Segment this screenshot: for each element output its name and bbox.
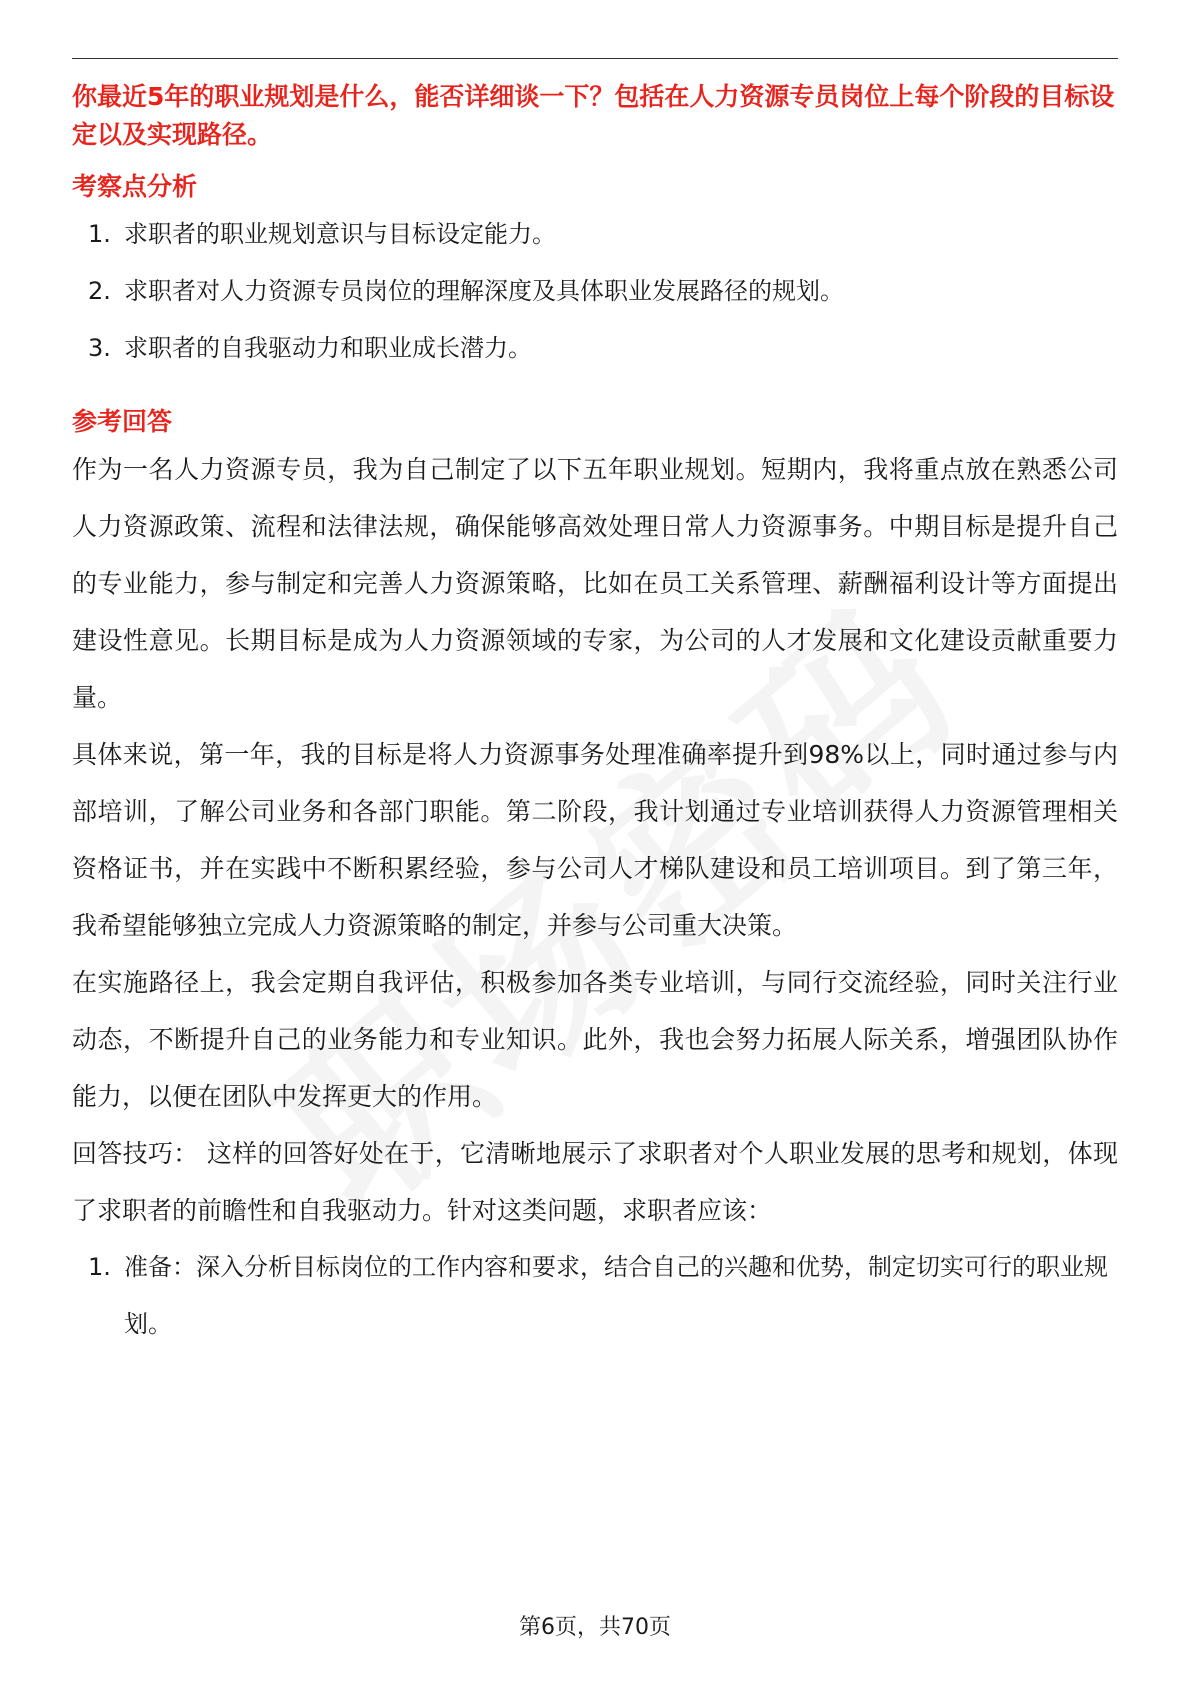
tips-item [72,1239,1118,1353]
list-number: 1. [88,1253,111,1281]
top-rule [72,58,1118,59]
analysis-list [72,206,1118,377]
page-footer: 第6页，共70页 [519,1615,671,1640]
list-number: 3. [88,334,111,362]
list-text: 求职者的职业规划意识与目标设定能力。 [124,220,556,248]
analysis-item [72,263,1118,320]
page-content [72,78,1118,1353]
question-title: 你最近5年的职业规划是什么，能否详细谈一下？包括在人力资源专员岗位上每个阶段的目标设定以及实现路径。 [72,82,1115,149]
list-text: 准备：深入分析目标岗位的工作内容和要求，结合自己的兴趣和优势，制定切实可行的职业规划。 [124,1253,1108,1338]
list-number: 2. [88,277,111,305]
analysis-item [72,320,1118,377]
answer-paragraph: 作为一名人力资源专员，我为自己制定了以下五年职业规划。短期内，我将重点放在熟悉公司人力资源政策、流程和法律法规，确保能够高效处理日常人力资源事务。中期目标是提升自己的专业能力，参与制定和完善人力资源策略，比如在员工关系管理、薪酬福利设计等方面提出建设性意见。长期目标是成为人力资源领域的专家，为公司的人才发展和文化建设贡献重要力量。 [72,455,1118,712]
answer-heading: 参考回答 [72,407,173,436]
analysis-item [72,206,1118,263]
answer-paragraph: 在实施路径上，我会定期自我评估，积极参加各类专业培训，与同行交流经验，同时关注行业动态，不断提升自己的业务能力和专业知识。此外，我也会努力拓展人际关系，增强团队协作能力，以便在团队中发挥更大的作用。 [72,968,1118,1111]
list-text: 求职者对人力资源专员岗位的理解深度及具体职业发展路径的规划。 [124,277,844,305]
analysis-heading: 考察点分析 [72,172,198,201]
answer-paragraph: 具体来说，第一年，我的目标是将人力资源事务处理准确率提升到98%以上，同时通过参与内部培训，了解公司业务和各部门职能。第二阶段，我计划通过专业培训获得人力资源管理相关资格证书，并在实践中不断积累经验，参与公司人才梯队建设和员工培训项目。到了第三年，我希望能够独立完成人力资源策略的制定，并参与公司重大决策。 [72,740,1118,940]
list-number: 1. [88,220,111,248]
list-text: 求职者的自我驱动力和职业成长潜力。 [124,334,532,362]
tips-list [72,1239,1118,1353]
tips-paragraph: 回答技巧： 这样的回答好处在于，它清晰地展示了求职者对个人职业发展的思考和规划，体现了求职者的前瞻性和自我驱动力。针对这类问题，求职者应该： [72,1139,1118,1225]
